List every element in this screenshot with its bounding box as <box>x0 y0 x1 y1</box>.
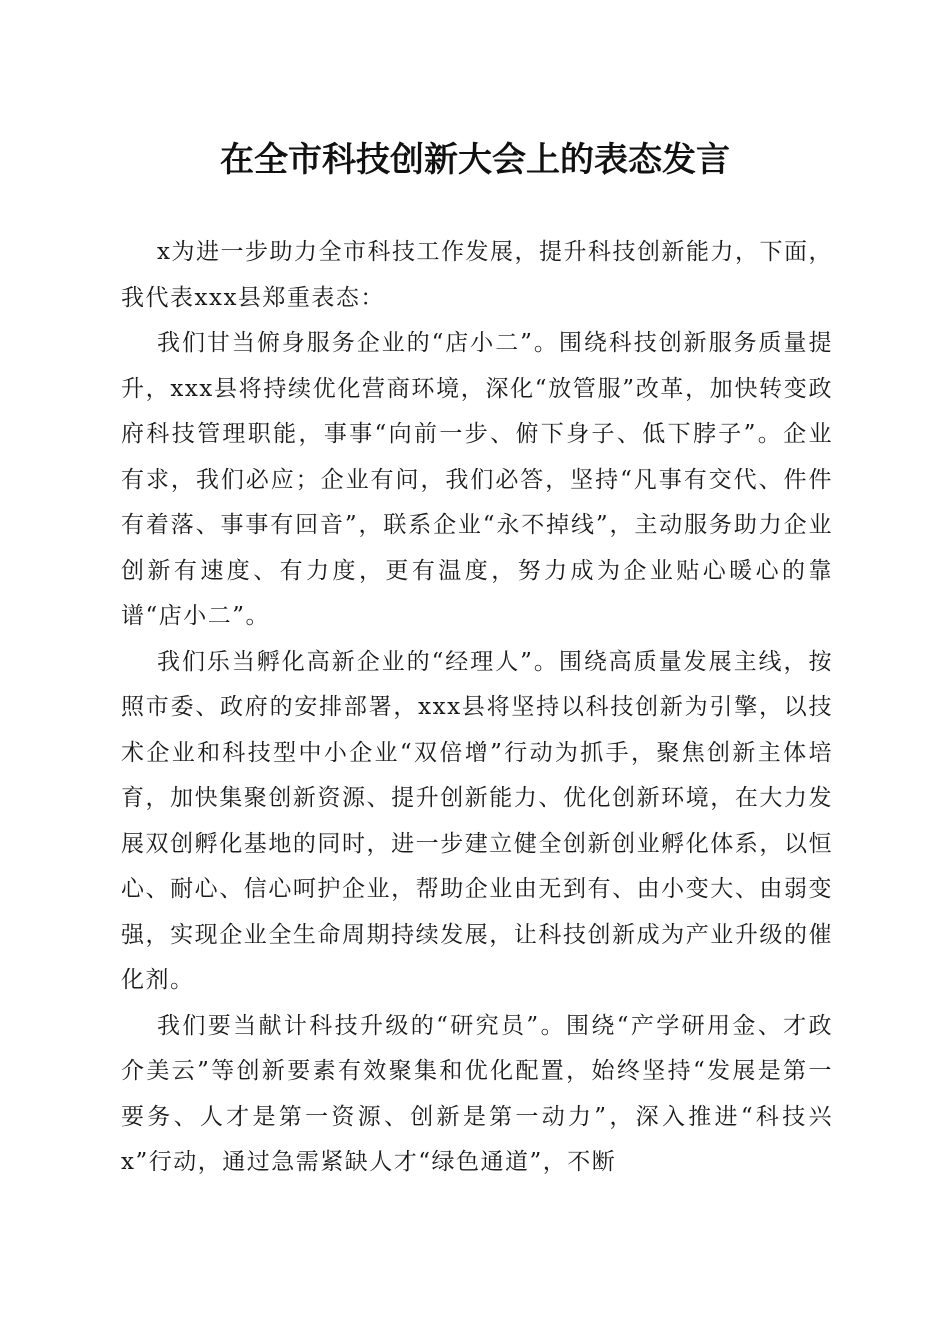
paragraph-incubation: 我们乐当孵化高新企业的“经理人”。围绕高质量发展主线，按照市委、政府的安排部署，xxx县将坚持以科技创新为引擎，以技术企业和科技型中小企业“双倍增”行动为抓手，聚焦创新主体培育，加快集聚创新资源、提升创新能力、优化创新环境，在大力发展双创孵化基地的同时，进一步建立健全创新创业孵化体系，以恒心、耐心、信心呵护企业，帮助企业由无到有、由小变大、由弱变强，实现企业全生命周期持续发展，让科技创新成为产业升级的催化剂。 <box>121 648 833 993</box>
paragraph-research: 我们要当献计科技升级的“研究员”。围绕“产学研用金、才政介美云”等创新要素有效聚集和优化配置，始终坚持“发展是第一要务、人才是第一资源、创新是第一动力”，深入推进“科技兴x”行动，通过急需紧缺人才“绿色通道”，不断 <box>121 1012 833 1175</box>
paragraph-intro: x为进一步助力全市科技工作发展，提升科技创新能力，下面，我代表xxx县郑重表态： <box>121 239 833 311</box>
document-title: 在全市科技创新大会上的表态发言 <box>220 140 730 180</box>
paragraph-service: 我们甘当俯身服务企业的“店小二”。围绕科技创新服务质量提升，xxx县将持续优化营商环境，深化“放管服”改革，加快转变政府科技管理职能，事事“向前一步、俯下身子、低下脖子”。企业有求，我们必应；企业有问，我们必答，坚持“凡事有交代、件件有着落、事事有回音”，联系企业“永不掉线”，主动服务助力企业创新有速度、有力度，更有温度，努力成为企业贴心暖心的靠谱“店小二”。 <box>121 330 833 629</box>
document-body <box>121 230 833 1186</box>
